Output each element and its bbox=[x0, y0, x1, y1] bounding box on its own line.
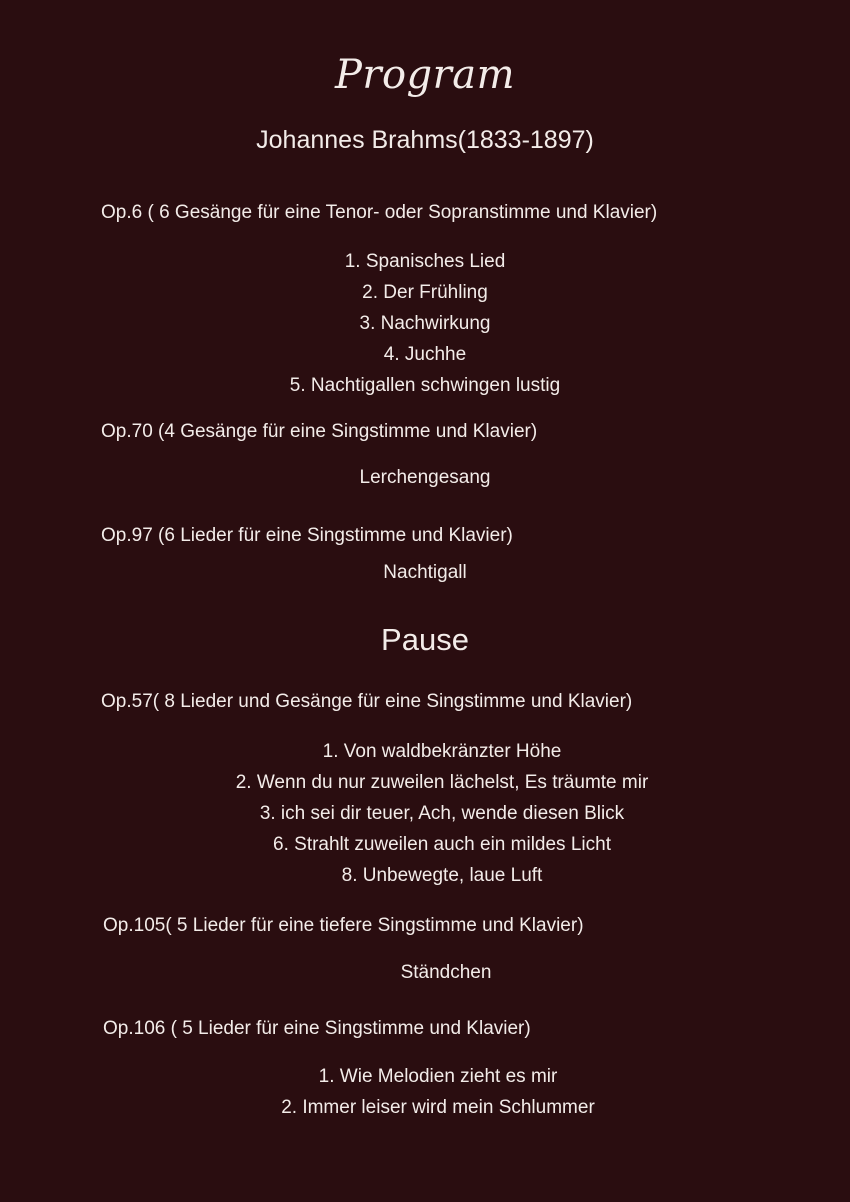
section-heading-op106: Op.106 ( 5 Lieder für eine Singstimme und Klavier) bbox=[103, 1018, 531, 1039]
list-item: Lerchengesang bbox=[359, 467, 491, 488]
section-heading-op6: Op.6 ( 6 Gesänge für eine Tenor- oder Sopranstimme und Klavier) bbox=[101, 202, 658, 223]
pause-heading: Pause bbox=[381, 622, 469, 657]
list-item: 2. Der Frühling bbox=[362, 282, 488, 303]
list-item: 1. Spanisches Lied bbox=[344, 251, 506, 272]
composer-name: Johannes Brahms(1833-1897) bbox=[256, 126, 594, 154]
list-item: 8. Unbewegte, laue Luft bbox=[341, 865, 543, 886]
list-item: 3. ich sei dir teuer, Ach, wende diesen Blick bbox=[259, 803, 625, 824]
list-item: 2. Immer leiser wird mein Schlummer bbox=[281, 1097, 595, 1118]
list-item: Ständchen bbox=[400, 962, 492, 983]
section-heading-op70: Op.70 (4 Gesänge für eine Singstimme und Klavier) bbox=[101, 421, 538, 442]
list-item: 4. Juchhe bbox=[383, 344, 467, 365]
list-item: 3. Nachwirkung bbox=[359, 313, 491, 334]
list-item: 6. Strahlt zuweilen auch ein mildes Licht bbox=[273, 834, 611, 855]
section-heading-op97: Op.97 (6 Lieder für eine Singstimme und Klavier) bbox=[101, 525, 513, 546]
list-item: 1. Wie Melodien zieht es mir bbox=[318, 1066, 558, 1087]
program-title: Program bbox=[334, 52, 516, 98]
list-item: 5. Nachtigallen schwingen lustig bbox=[289, 375, 561, 396]
list-item: 2. Wenn du nur zuweilen lächelst, Es träumte mir bbox=[235, 772, 649, 793]
list-item: Nachtigall bbox=[383, 562, 467, 583]
section-heading-op105: Op.105( 5 Lieder für eine tiefere Singstimme und Klavier) bbox=[103, 915, 584, 936]
section-heading-op57: Op.57( 8 Lieder und Gesänge für eine Singstimme und Klavier) bbox=[101, 691, 633, 712]
list-item: 1. Von waldbekränzter Höhe bbox=[322, 741, 562, 762]
